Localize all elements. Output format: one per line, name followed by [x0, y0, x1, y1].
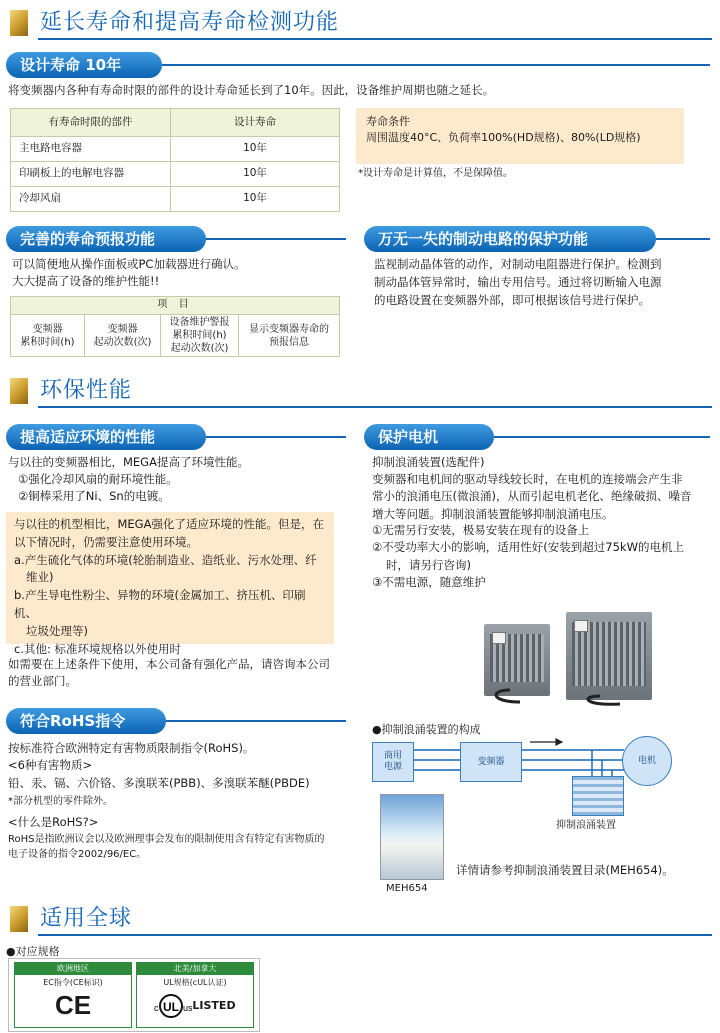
table-row: 主电路电容器 10年 [11, 137, 340, 162]
section-title: 环保性能 [40, 378, 133, 403]
svg-text:us: us [183, 1002, 193, 1013]
life-condition-box: 寿命条件 周围温度40°C、负荷率100%(HD规格)、80%(LD规格) [356, 108, 684, 164]
section-header-life [0, 6, 720, 40]
environment-after: 如需要在上述条件下使用，本公司备有强化产品，请咨询本公司 的营业部门。 [8, 657, 330, 689]
standards-title: ●对应规格 [6, 945, 60, 958]
subheader-environment: 提高适应环境的性能 [6, 424, 346, 450]
subheader-brake: 万无一失的制动电路的保护功能 [364, 226, 710, 252]
brake-text: 监视制动晶体管的动作，对制动电阻器进行保护。检测到 制动晶体管异常时，输出专用信号。通过将切断输入电源 的电路设置在变频器外部，即可根据该信号进行保护。 [374, 257, 662, 307]
ce-mark-icon: CE [54, 989, 92, 1020]
catalog-reference: 详情请参考抑制浪涌装置目录(MEH654)。 [456, 863, 674, 877]
surge-device-label: 抑制浪涌装置 [556, 820, 616, 831]
surge-device-box [572, 776, 624, 816]
table-row: 印刷板上的电解电容器 10年 [11, 162, 340, 187]
motor-sub: 抑制浪涌装置(选配件) [372, 455, 485, 469]
inverter-box: 变频器 [460, 742, 522, 782]
environment-intro: 与以往的变频器相比，MEGA提高了环境性能。 [8, 455, 249, 469]
table-header: 有寿命时限的部件 [11, 109, 171, 137]
cul-mark-icon [154, 993, 193, 1019]
rohs-note: *部分机型的零件除外。 [8, 796, 113, 807]
forecast-text-2: 大大提高了设备的维护性能!! [12, 274, 160, 288]
catalog-label: MEH654 [386, 883, 428, 894]
section-header-eco [0, 374, 720, 408]
subheader-forecast: 完善的寿命预报功能 [6, 226, 346, 252]
svg-text:c: c [154, 1002, 159, 1013]
environment-caution-box: 与以往的机型相比，MEGA强化了适应环境的性能。但是，在 以下情况时，仍需要注意使用环境。 a.产生硫化气体的环境(轮胎制造业、造纸业、污水处理、纤 维业) b.产生导电性粉尘、异物的环境(金属加工、挤压机、印刷机、 垃圾处理等) c.其他: 标准环境规格以外使用时 [6, 512, 334, 644]
ce-cert: 欧洲地区 EC指令(CE标识) CE [14, 962, 132, 1028]
motor-desc: 变频器和电机间的驱动导线较长时，在电机的连接端会产生非 常小的浪涌电压(微浪涌)，从而引起电机老化、绝缘破损、噪音 增大等问题。抑制浪涌装置能够抑制浪涌电压。 [372, 472, 692, 521]
environment-item: ①强化冷却风扇的耐环境性能。 [18, 472, 178, 486]
catalog-cover-image [380, 794, 444, 880]
rohs-what: <什么是RoHS?> [8, 815, 99, 829]
rohs-text: 按标准符合欧洲特定有害物质限制指令(RoHS)。 <6种有害物质> 铅、汞、镉、六价铬、多溴联苯(PBB)、多溴联苯醚(PBDE) [8, 741, 310, 790]
design-life-intro: 将变频器内各种有寿命时限的部件的设计寿命延长到了10年。因此，设备维护周期也随之延长。 [8, 83, 495, 97]
subheader-motor: 保护电机 [364, 424, 710, 450]
ul-cert: 北美/加拿大 UL规格(cUL认证) UL c us LISTED [136, 962, 254, 1028]
table-header: 项 目 [11, 297, 340, 315]
section-title: 适用全球 [40, 906, 133, 931]
environment-item: ②铜棒采用了Ni、Sn的电镀。 [18, 489, 170, 503]
section-title: 延长寿命和提高寿命检测功能 [40, 10, 340, 35]
gold-marker-icon [10, 378, 28, 404]
rohs-desc: RoHS是指欧洲议会以及欧洲理事会发布的限制使用含有特定有害物质的 电子设备的指令2002/96/EC。 [8, 834, 325, 860]
table-row: 变频器 累积时间(h) 变频器 起动次数(次) 设备维护警报 累积时间(h) 起动次数(次) 显示变频器寿命的 预报信息 [11, 315, 340, 357]
section-header-global [0, 902, 720, 936]
design-life-table [10, 108, 340, 212]
motor-circle: 电机 [622, 736, 672, 786]
subheader-rohs: 符合RoHS指令 [6, 708, 346, 734]
motor-items: ①无需另行安装，极易安装在现有的设备上 ②不受功率大小的影响，适用性好(安装到超过75kW的电机上 时，请另行咨询) ③不需电源，随意维护 [372, 523, 684, 589]
forecast-table [10, 296, 340, 357]
design-life-note: *设计寿命是计算值，不是保障值。 [358, 168, 513, 179]
commercial-power-box: 商用 电源 [372, 742, 414, 782]
svg-text:UL: UL [163, 999, 180, 1014]
table-row: 冷却风扇 10年 [11, 187, 340, 212]
cable-icon [480, 660, 670, 706]
gold-marker-icon [10, 906, 28, 932]
table-header: 设计寿命 [171, 109, 340, 137]
subheader-design-life: 设计寿命 10年 [6, 52, 710, 78]
gold-marker-icon [10, 10, 28, 36]
diagram-title: ●抑制浪涌装置的构成 [372, 723, 481, 736]
forecast-text-1: 可以简便地从操作面板或PC加载器进行确认。 [12, 257, 246, 271]
